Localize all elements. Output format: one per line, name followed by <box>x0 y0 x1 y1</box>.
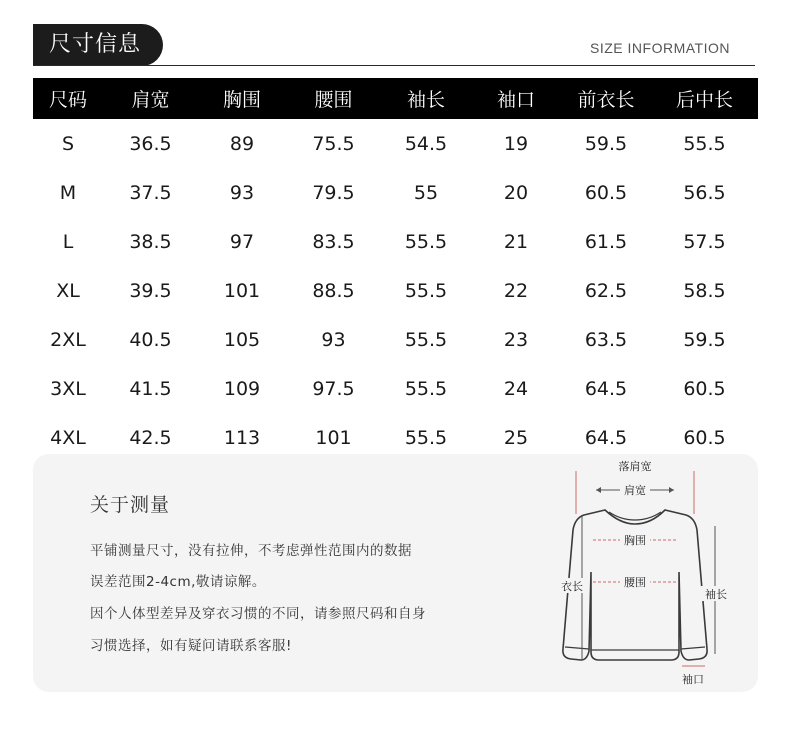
table-row <box>33 119 758 168</box>
chest-label: 胸围 <box>624 534 646 547</box>
cell-shoulder: 38.5 <box>129 230 172 253</box>
cell-cuff: 24 <box>503 377 529 400</box>
cell-cuff: 21 <box>503 230 529 253</box>
cell-waist: 75.5 <box>312 132 355 155</box>
cell-sleeve: 55.5 <box>404 230 448 253</box>
sweater-diagram <box>543 454 758 692</box>
sleeve-label: 袖长 <box>705 588 727 601</box>
cell-back-length: 58.5 <box>683 279 726 302</box>
cell-waist: 83.5 <box>312 230 355 253</box>
title-pill <box>33 24 163 66</box>
cell-shoulder: 37.5 <box>129 181 172 204</box>
cell-cuff: 23 <box>503 328 529 351</box>
cell-cuff: 20 <box>503 181 529 204</box>
cell-waist: 88.5 <box>312 279 355 302</box>
shoulder-label: 肩宽 <box>624 484 646 497</box>
cell-back-length: 55.5 <box>683 132 726 155</box>
table-row <box>33 168 758 217</box>
col-header-size: 尺码 <box>33 78 103 119</box>
cell-chest: 109 <box>223 377 261 400</box>
cell-chest: 101 <box>223 279 261 302</box>
col-header-sleeve: 袖长 <box>381 78 471 119</box>
cell-sleeve: 55.5 <box>404 426 448 449</box>
cell-sleeve: 55.5 <box>404 279 448 302</box>
measurement-title: 关于测量 <box>90 494 171 516</box>
col-header-cuff: 袖口 <box>471 78 561 119</box>
left-cuff-rib <box>565 647 589 649</box>
title-rule <box>33 65 755 66</box>
cell-back-length: 60.5 <box>683 377 726 400</box>
cell-chest: 97 <box>229 230 255 253</box>
cell-size: M <box>59 181 77 204</box>
cell-cuff: 25 <box>503 426 529 449</box>
cell-front-length: 61.5 <box>584 230 628 253</box>
cell-chest: 93 <box>229 181 255 204</box>
col-header-chest: 胸围 <box>198 78 286 119</box>
cell-waist: 79.5 <box>312 181 355 204</box>
cell-front-length: 63.5 <box>584 328 628 351</box>
page-title: 尺寸信息 <box>49 32 142 57</box>
col-header-back-length: 后中长 <box>651 78 758 119</box>
cell-sleeve: 55 <box>413 181 439 204</box>
measurement-note-3: 因个人体型差异及穿衣习惯的不同，请参照尺码和自身 <box>90 606 426 622</box>
measurement-note-1: 平铺测量尺寸，没有拉伸，不考虑弹性范围内的数据 <box>90 543 412 559</box>
cell-front-length: 62.5 <box>584 279 628 302</box>
cuff-label: 袖口 <box>682 673 704 686</box>
cell-front-length: 59.5 <box>584 132 628 155</box>
page-subtitle: SIZE INFORMATION <box>590 40 730 56</box>
cell-back-length: 57.5 <box>683 230 726 253</box>
cell-cuff: 19 <box>503 132 529 155</box>
shoulder-arrow-head-right <box>669 487 674 493</box>
cell-sleeve: 55.5 <box>404 328 448 351</box>
cell-shoulder: 40.5 <box>129 328 172 351</box>
shoulder-arrow-head-left <box>596 487 601 493</box>
cell-size: 2XL <box>50 328 86 351</box>
cell-chest: 105 <box>223 328 261 351</box>
cell-size: XL <box>56 279 80 302</box>
cell-back-length: 59.5 <box>683 328 726 351</box>
col-header-front-length: 前衣长 <box>561 78 651 119</box>
cell-shoulder: 36.5 <box>129 132 172 155</box>
cell-front-length: 64.5 <box>584 426 628 449</box>
cell-waist: 97.5 <box>312 377 355 400</box>
cell-back-length: 56.5 <box>683 181 726 204</box>
cell-waist: 93 <box>321 328 346 351</box>
table-row <box>33 364 758 413</box>
measurement-note-4: 习惯选择，如有疑问请联系客服! <box>90 638 292 654</box>
cell-back-length: 60.5 <box>683 426 726 449</box>
drop-shoulder-label: 落肩宽 <box>618 460 652 473</box>
cell-sleeve: 55.5 <box>404 377 448 400</box>
measurement-note-2: 误差范围2-4cm,敬请谅解。 <box>90 574 266 590</box>
cell-size: S <box>61 132 75 155</box>
size-table <box>33 78 758 462</box>
cell-chest: 89 <box>229 132 255 155</box>
cell-front-length: 60.5 <box>584 181 628 204</box>
col-header-shoulder: 肩宽 <box>103 78 198 119</box>
table-row <box>33 217 758 266</box>
right-cuff-rib <box>681 647 705 649</box>
cell-waist: 101 <box>315 426 352 449</box>
length-label: 衣长 <box>561 580 583 593</box>
measurement-panel <box>33 454 758 692</box>
table-header-row <box>33 78 758 119</box>
col-header-waist: 腰围 <box>286 78 381 119</box>
cell-size: 4XL <box>50 426 86 449</box>
cell-shoulder: 39.5 <box>129 279 172 302</box>
cell-size: L <box>62 230 74 253</box>
cell-shoulder: 41.5 <box>129 377 172 400</box>
table-row <box>33 266 758 315</box>
cell-sleeve: 54.5 <box>404 132 448 155</box>
cell-chest: 113 <box>223 426 261 449</box>
waist-label: 腰围 <box>624 576 646 589</box>
cell-cuff: 22 <box>503 279 529 302</box>
cell-size: 3XL <box>50 377 86 400</box>
cell-front-length: 64.5 <box>584 377 628 400</box>
table-row <box>33 315 758 364</box>
cell-shoulder: 42.5 <box>129 426 172 449</box>
